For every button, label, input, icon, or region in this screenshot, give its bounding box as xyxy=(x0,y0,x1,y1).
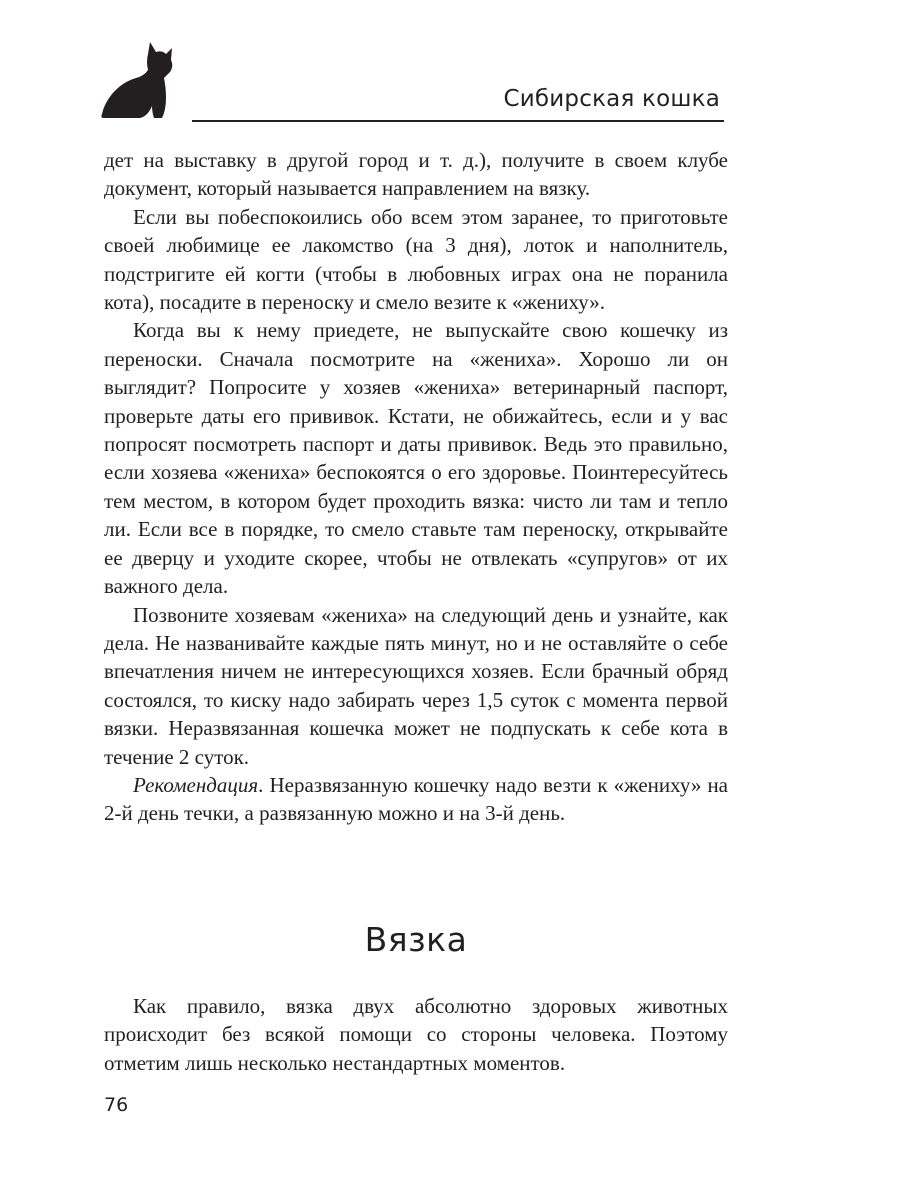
recommendation-label: Рекомендация xyxy=(133,772,259,797)
recommendation-text: . Неразвязанную кошечку надо везти к «жениху» на 2-й день течки, а развязанную можно и на 3-й день. xyxy=(104,772,728,826)
page-number: 76 xyxy=(104,1094,129,1116)
paragraph-continued: дет на выставку в другой город и т. д.), получите в своем клубе документ, который называется направлением на вязку. xyxy=(104,148,728,201)
header-rule xyxy=(192,120,724,122)
running-title: Сибирская кошка xyxy=(503,86,720,112)
section-heading: Вязка xyxy=(364,920,468,959)
section-text xyxy=(104,992,728,1077)
paragraph: Как правило, вязка двух абсолютно здоровых животных происходит без всякой помощи со стороны человека. Поэтому отметим лишь несколько нестандартных моментов. xyxy=(104,994,728,1075)
paragraph: Если вы побеспокоились обо всем этом заранее, то приготовьте своей любимице ее лакомство (на 3 дня), лоток и наполнитель, подстригите ей когти (чтобы в любовных играх она не поранила кота), посадите в переноску и смело везите к «жениху». xyxy=(104,204,728,315)
body-text xyxy=(104,146,728,828)
sitting-cat-silhouette-icon xyxy=(100,40,176,120)
recommendation-paragraph xyxy=(104,771,728,828)
paragraph: Когда вы к нему приедете, не выпускайте свою кошечку из переноски. Сначала посмотрите на «жениха». Хорошо ли он выглядит? Попросите у хозяев «жениха» ветеринарный паспорт, проверьте даты его прививок. Кстати, не обижайтесь, если и у вас попросят посмотреть паспорт и даты прививок. Ведь это правильно, если хозяева «жениха» беспокоятся о его здоровье. Поинтересуйтесь тем местом, в котором будет проходить вязка: чисто ли там и тепло ли. Если все в порядке, то смело ставьте там переноску, открывайте ее дверцу и уходите скорее, чтобы не отвлекать «супругов» от их важного дела. xyxy=(104,318,728,599)
paragraph: Позвоните хозяевам «жениха» на следующий день и узнайте, как дела. Не названивайте каждые пять минут, но и не оставляйте о себе впечатления ничем не интересующихся хозяев. Если брачный обряд состоялся, то киску надо забирать через 1,5 суток с момента первой вязки. Неразвязанная кошечка может не подпускать к себе кота в течение 2 суток. xyxy=(104,602,728,769)
